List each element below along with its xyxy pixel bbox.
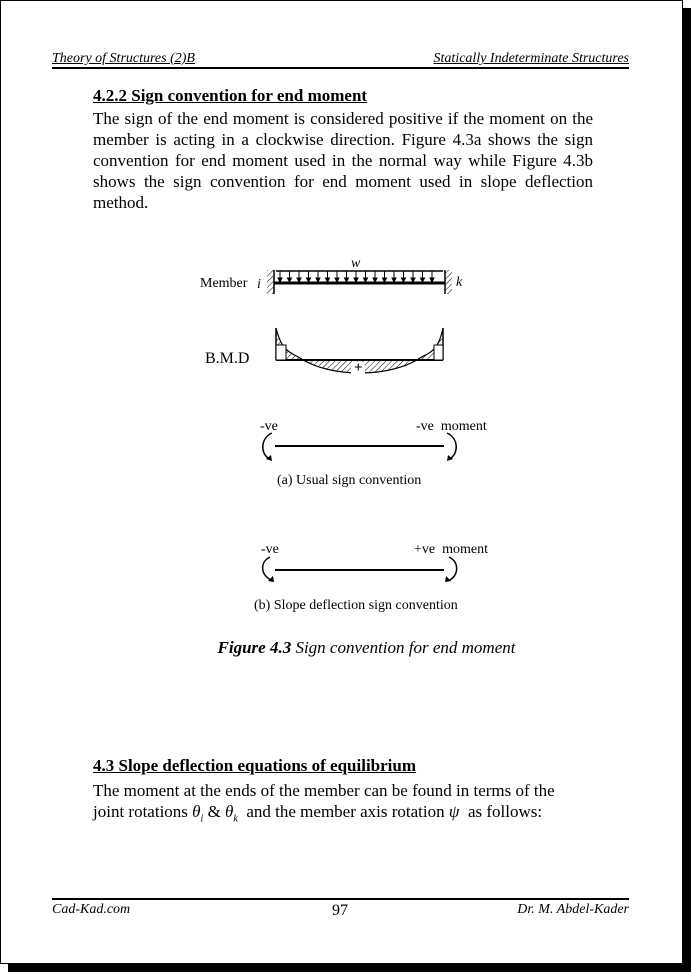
section-paragraph-4-2-2: The sign of the end moment is considered positive if the moment on the member is acting in a clockwise direction. Figure 4.3a shows the sign convention for end moment used in the normal way while Figure 4.3b shows the sign convention for end moment used in slope deflection method. xyxy=(93,109,593,212)
sign-convention-b xyxy=(263,557,457,582)
theta-i-subscript: i xyxy=(200,813,204,825)
figure-caption-text: Sign convention for end moment xyxy=(291,638,516,657)
sign-b-caption: (b) Slope deflection sign convention xyxy=(254,598,458,613)
load-arrow-head xyxy=(335,278,339,282)
end-label-k: k xyxy=(456,275,463,290)
load-arrow-head xyxy=(326,278,330,282)
load-arrow-head xyxy=(345,278,349,282)
load-arrow-head xyxy=(392,278,396,282)
psi-symbol: ψ xyxy=(448,802,460,821)
section-4-3-line-1: The moment at the ends of the member can be found in terms of the xyxy=(93,781,555,800)
line2-part-b: and the member axis rotation xyxy=(237,802,449,821)
load-arrow-head xyxy=(430,278,434,282)
distributed-load xyxy=(276,271,443,282)
theta-k-subscript: k xyxy=(233,813,238,825)
theta-i-symbol: θ xyxy=(192,802,201,821)
line2-part-c: as follows: xyxy=(459,802,543,821)
footer-right: Dr. M. Abdel-Kader xyxy=(517,902,629,917)
footer-left: Cad-Kad.com xyxy=(52,902,131,917)
bmd-sign: + xyxy=(354,360,363,376)
load-label-w: w xyxy=(351,256,361,271)
header-right: Statically Indeterminate Structures xyxy=(433,51,629,66)
sign-b-right-label: +ve moment xyxy=(414,542,488,557)
footer-rule xyxy=(52,898,629,900)
load-arrow-head xyxy=(402,278,406,282)
ampersand: & xyxy=(203,802,226,821)
load-arrow-head xyxy=(288,278,292,282)
fixed-support-right xyxy=(445,270,452,294)
section-4-3-line-2 xyxy=(93,801,593,829)
header-left: Theory of Structures (2)B xyxy=(52,51,195,66)
line2-part-a: joint rotations xyxy=(93,802,193,821)
bmd-label: B.M.D xyxy=(205,350,250,367)
load-arrow-head xyxy=(307,278,311,282)
end-label-i: i xyxy=(257,277,261,292)
sign-b-left-label: -ve xyxy=(261,542,279,557)
load-arrow-head xyxy=(364,278,368,282)
member-label: Member xyxy=(200,276,248,291)
sign-a-right-label: -ve moment xyxy=(416,419,487,434)
load-arrow-head xyxy=(411,278,415,282)
load-arrow-head xyxy=(316,278,320,282)
theta-k-symbol: θ xyxy=(225,802,234,821)
sign-a-caption: (a) Usual sign convention xyxy=(277,473,422,488)
sign-convention-a xyxy=(263,433,456,461)
load-arrow-head xyxy=(297,278,301,282)
fixed-support-left xyxy=(267,270,274,294)
sign-a-left-label: -ve xyxy=(260,419,278,434)
page-number: 97 xyxy=(332,902,348,919)
load-arrow-head xyxy=(354,278,358,282)
figure-caption-number: Figure 4.3 xyxy=(217,638,292,657)
load-arrow-head xyxy=(373,278,377,282)
load-arrow-head xyxy=(421,278,425,282)
figure-caption xyxy=(0,638,691,658)
section-heading-4-2-2: 4.2.2 Sign convention for end moment xyxy=(93,86,368,105)
section-heading-4-3: 4.3 Slope deflection equations of equilibrium xyxy=(93,756,417,775)
section-paragraph-4-3 xyxy=(93,780,593,829)
load-arrow-head xyxy=(383,278,387,282)
load-arrow-head xyxy=(278,278,282,282)
